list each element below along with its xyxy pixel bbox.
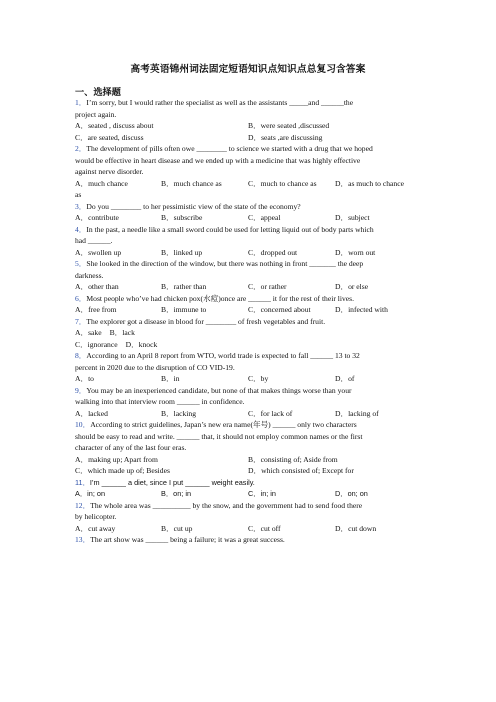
option-d[interactable]: D．as much to chance	[335, 178, 404, 188]
question-number: 8．	[75, 351, 87, 360]
option-d[interactable]: D．seats ,are discussing	[248, 132, 323, 142]
options-row	[75, 212, 421, 224]
option-b[interactable]: B．immune to	[161, 305, 207, 314]
option-a[interactable]: A．much chance	[75, 178, 128, 188]
options-row	[75, 488, 421, 500]
option-a[interactable]: A．other than	[75, 282, 119, 291]
section-heading: 一、选择题	[75, 87, 121, 97]
question-number: 6．	[75, 293, 87, 303]
option-a[interactable]: A．contribute	[75, 213, 119, 222]
option-c[interactable]: C．for lack of	[248, 408, 293, 418]
question-item	[75, 224, 421, 259]
question-text-line: 5．She looked in the direction of the window, but there was nothing in front _______ the deep	[75, 259, 364, 268]
option-d[interactable]: D．cut down	[335, 523, 377, 533]
options-row	[75, 247, 421, 259]
question-item	[75, 385, 421, 420]
option-c[interactable]: C．much to chance as	[248, 178, 317, 188]
question-item	[75, 143, 421, 201]
option-c[interactable]: C．cut off	[248, 523, 281, 533]
option-overflow-text: as	[75, 190, 82, 199]
option-b[interactable]: B．linked up	[161, 247, 203, 257]
question-item	[75, 258, 421, 293]
question-text-line: 9．You may be an inexperienced candidate, but none of that makes things worse than your	[75, 385, 352, 395]
question-text-line: had ______.	[75, 236, 113, 245]
question-text-line: against nerve disorder.	[75, 167, 144, 176]
question-item	[75, 419, 421, 477]
option-d[interactable]: D．which consisted of; Except for	[248, 466, 354, 475]
option-d[interactable]: D．infected with	[335, 305, 388, 314]
options-row	[75, 132, 421, 144]
options-row	[75, 304, 421, 316]
option-d[interactable]: D．knock	[125, 339, 158, 349]
question-item	[75, 316, 421, 351]
option-c[interactable]: C．by	[248, 374, 269, 383]
question-text-line: walking into that interview room ______ in confidence.	[75, 397, 245, 406]
question-number: 2．	[75, 144, 87, 153]
options-row	[75, 523, 421, 535]
options-row	[75, 408, 421, 420]
options-row	[75, 120, 421, 132]
option-d[interactable]: D．of	[335, 374, 355, 383]
question-number: 3．	[75, 201, 87, 211]
option-b[interactable]: B．subscribe	[161, 213, 203, 222]
options-row	[75, 281, 421, 293]
question-number: 7．	[75, 316, 87, 326]
option-d[interactable]: D．worn out	[335, 247, 376, 257]
question-number: 11．	[75, 477, 90, 487]
options-row	[75, 327, 421, 339]
option-d[interactable]: D．or else	[335, 282, 369, 291]
option-d[interactable]: D．on; on	[335, 489, 368, 498]
option-c[interactable]: C．are seated, discuss	[75, 132, 144, 142]
question-text-line: 2．The development of pills often owe ________ to science we started with a drug that we hoped	[75, 144, 373, 153]
question-number: 9．	[75, 385, 87, 395]
question-list	[75, 97, 421, 546]
question-text-line: darkness.	[75, 270, 104, 280]
option-a[interactable]: A．cut away	[75, 523, 116, 533]
question-item	[75, 500, 421, 535]
option-a[interactable]: A．seated , discuss about	[75, 121, 154, 130]
options-row	[75, 178, 421, 190]
option-b[interactable]: B．much chance as	[161, 178, 222, 188]
option-c[interactable]: C．or rather	[248, 282, 287, 291]
option-a[interactable]: A．lacked	[75, 408, 108, 418]
option-d[interactable]: D．lacking of	[335, 408, 379, 418]
option-c[interactable]: C．in; in	[248, 489, 276, 498]
option-a[interactable]: A．free from	[75, 305, 117, 314]
option-a[interactable]: A．making up; Apart from	[75, 454, 158, 464]
question-number: 10．	[75, 420, 91, 429]
question-text-line: by helicopter.	[75, 512, 117, 521]
option-c[interactable]: C．which made up of; Besides	[75, 466, 170, 475]
question-text-line: 3．Do you ________ to her pessimistic view of the state of the economy?	[75, 201, 301, 211]
question-text-line: 6．Most people who’ve had chicken pox(水痘)once are ______ it for the rest of their lives.	[75, 293, 354, 303]
options-row	[75, 465, 421, 477]
question-text-line: 11．I’m ______ a diet, since I put ______ weight easily.	[75, 477, 255, 487]
option-c[interactable]: C．ignorance	[75, 339, 118, 349]
question-number: 13．	[75, 535, 91, 544]
option-a[interactable]: A．to	[75, 374, 94, 383]
option-b[interactable]: B．in	[161, 374, 180, 383]
option-c[interactable]: C．appeal	[248, 213, 281, 222]
question-item	[75, 350, 421, 385]
question-text-line: 1．I’m sorry, but I would rather the specialist as well as the assistants _____and ______the	[75, 98, 354, 107]
question-item	[75, 293, 421, 316]
option-b[interactable]: B．cut up	[161, 523, 193, 533]
question-text-line: would be effective in heart disease and we ended up with a medicine that was highly effective	[75, 155, 361, 165]
option-b[interactable]: B．lack	[109, 328, 135, 337]
question-text-line: character of any of the last four eras.	[75, 443, 187, 452]
option-a[interactable]: A．in; on	[75, 489, 106, 498]
option-b[interactable]: B．were seated ,discussed	[248, 121, 330, 130]
question-text-line: 4．In the past, a needle like a small sword could be used for letting liquid out of body parts which	[75, 224, 374, 234]
question-text-line: percent in 2020 due to the disruption of CO VID-19.	[75, 362, 235, 372]
option-a[interactable]: A．sake	[75, 328, 102, 337]
question-number: 5．	[75, 259, 87, 268]
option-b[interactable]: B．rather than	[161, 282, 207, 291]
options-row	[75, 454, 421, 466]
question-text-line: project again.	[75, 109, 117, 119]
option-b[interactable]: B．consisting of; Aside from	[248, 454, 338, 464]
option-c[interactable]: C．concerned about	[248, 305, 311, 314]
question-text-line: 8．According to an April 8 report from WTO, world trade is expected to fall ______ 13 to 32	[75, 351, 360, 360]
question-text-line: 12．The whole area was __________ by the snow, and the government had to send food there	[75, 500, 363, 510]
option-a[interactable]: A．swollen up	[75, 247, 122, 257]
option-b[interactable]: B．on; in	[161, 489, 192, 498]
question-text-line: should be easy to read and write. ______ that, it should not employ common names or the first	[75, 431, 363, 441]
page-title: 高考英语锦州词法固定短语知识点知识点总复习含答案	[130, 64, 366, 75]
question-text-line: 10．According to strict guidelines, Japan’s new era name(年号) ______ only two characters	[75, 420, 357, 429]
question-item	[75, 97, 421, 143]
option-b[interactable]: B．lacking	[161, 408, 197, 418]
question-item	[75, 201, 421, 224]
question-item	[75, 534, 421, 546]
question-item	[75, 477, 421, 500]
options-row	[75, 339, 421, 351]
option-c[interactable]: C．dropped out	[248, 247, 298, 257]
question-text-line: 7．The explorer got a disease in blood for ________ of fresh vegetables and fruit.	[75, 316, 326, 326]
option-d[interactable]: D．subject	[335, 213, 370, 222]
question-number: 1．	[75, 98, 87, 107]
question-text-line: 13．The art show was ______ being a failure; it was a great success.	[75, 535, 285, 544]
question-number: 12．	[75, 500, 91, 510]
question-number: 4．	[75, 224, 87, 234]
options-row	[75, 373, 421, 385]
